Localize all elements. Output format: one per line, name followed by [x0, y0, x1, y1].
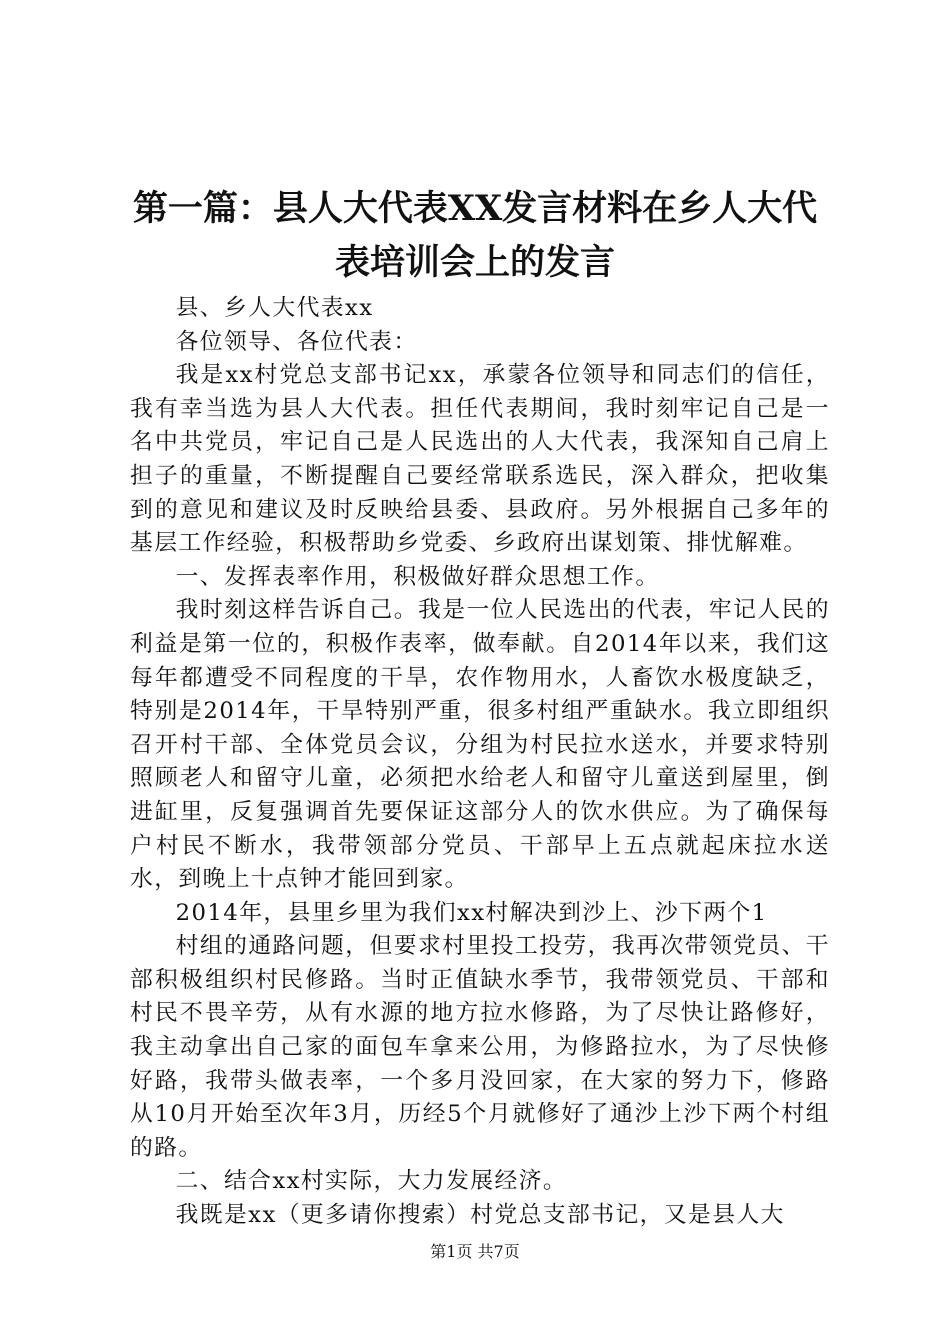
page-number-footer: 第1页 共7页 [430, 1242, 520, 1261]
document-body [130, 292, 830, 1233]
paragraph-intro: 我是xx村党总支部书记xx，承蒙各位领导和同志们的信任，我有幸当选为县人大代表。担任代表期间，我时刻牢记自己是一名中共党员，牢记自己是人民选出的人大代表，我深知自己肩上担子的重量，不断提醒自己要经常联系选民，深入群众，把收集到的意见和建议及时反映给县委、县政府。另外根据自己多年的基层工作经验，积极帮助乡党委、乡政府出谋划策、排忧解难。 [130, 362, 830, 557]
paragraph-section-2: 我既是xx（更多请你搜索）村党总支部书记，又是县人大 [175, 1202, 785, 1229]
section-heading-1: 一、发挥表率作用，积极做好群众思想工作。 [175, 563, 660, 590]
paragraph-addressee: 县、乡人大代表xx [175, 295, 374, 321]
paragraph-road-1: 2014年，县里乡里为我们xx村解决到沙上、沙下两个1 [175, 899, 768, 926]
document-title-line-2: 表培训会上的发言 [334, 242, 615, 283]
document-title-line-1: 第一篇：县人大代表XX发言材料在乡人大代 [132, 188, 818, 229]
paragraph-section-1: 我时刻这样告诉自己。我是一位人民选出的代表，牢记人民的利益是第一位的，积极作表率，做奉献。自2014年以来，我们这每年都遭受不同程度的干旱，农作物用水，人畜饮水极度缺乏，特别是2014年，干旱特别严重，很多村组严重缺水。我立即组织召开村干部、全体党员会议，分组为村民拉水送水，并要求特别照顾老人和留守儿童，必须把水给老人和留守儿童送到屋里，倒进缸里，反复强调首先要保证这部分人的饮水供应。为了确保每户村民不断水，我带领部分党员、干部早上五点就起床拉水送水，到晚上十点钟才能回到家。 [130, 597, 830, 893]
paragraph-road-2: 村组的通路问题，但要求村里投工投劳，我再次带领党员、干部积极组织村民修路。当时正值缺水季节，我带领党员、干部和村民不畏辛劳，从有水源的地方拉水修路，为了尽快让路修好，我主动拿出自己家的面包车拿来公用，为修路拉水，为了尽快修好路，我带头做表率，一个多月没回家，在大家的努力下，修路从10月开始至次年3月，历经5个月就修好了通沙上沙下两个村组的路。 [130, 933, 830, 1161]
paragraph-salutation: 各位领导、各位代表： [175, 328, 418, 355]
section-heading-2: 二、结合xx村实际，大力发展经济。 [175, 1168, 568, 1195]
